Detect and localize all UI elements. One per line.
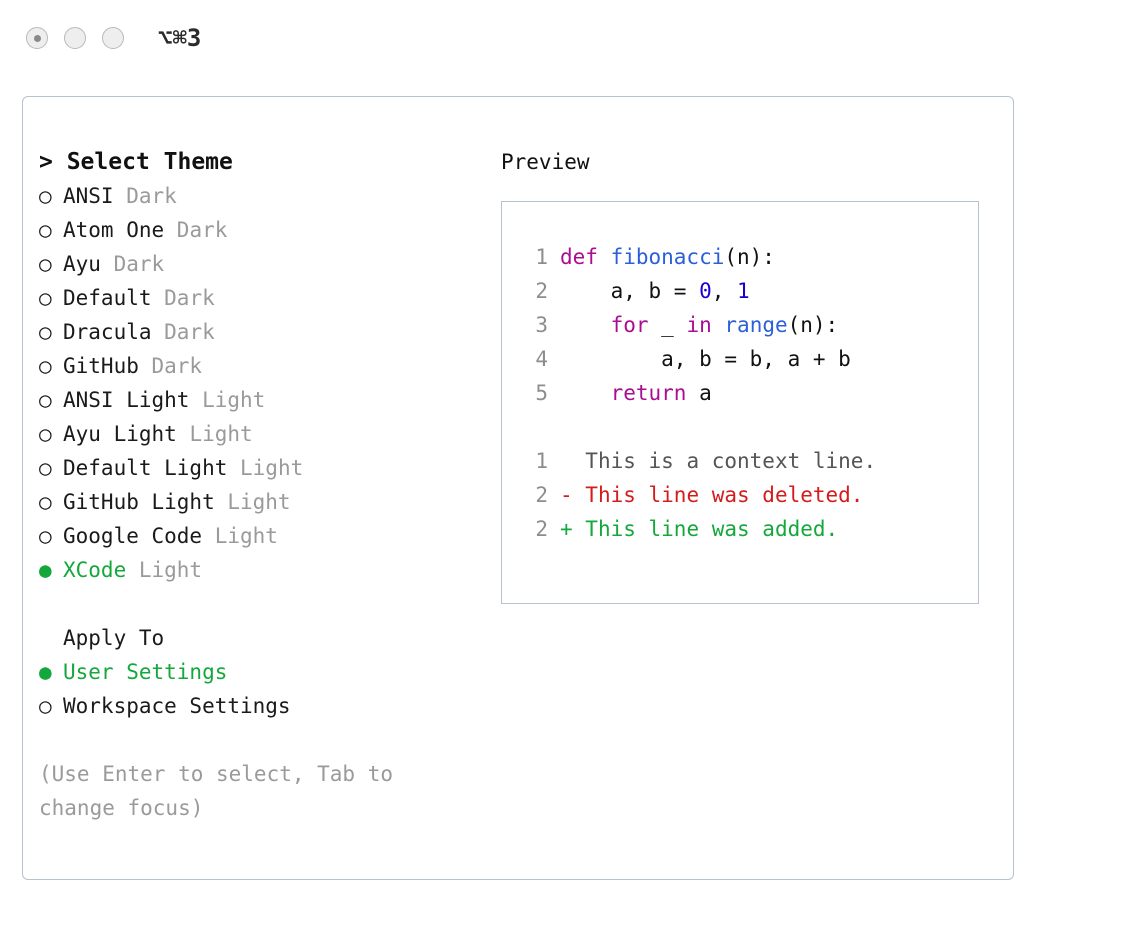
theme-option[interactable] [39, 383, 479, 417]
apply-to-option[interactable] [39, 655, 479, 689]
code-token: return [610, 381, 687, 405]
line-number: 2 [535, 483, 548, 507]
diff-sign: + [560, 517, 573, 541]
title-bar [0, 0, 1140, 76]
apply-to-option-label: User Settings [63, 660, 228, 684]
theme-option[interactable] [39, 485, 479, 519]
keyboard-hint: (Use Enter to select, Tab to change focus) [39, 762, 406, 820]
radio-unselected-icon: ○ [39, 388, 52, 412]
theme-option[interactable] [39, 349, 479, 383]
radio-unselected-icon: ○ [39, 218, 52, 242]
theme-option-label: Ayu [63, 252, 101, 276]
preview-column [501, 145, 1001, 604]
diff-sign: - [560, 483, 573, 507]
radio-unselected-icon: ○ [39, 490, 52, 514]
theme-option[interactable] [39, 247, 479, 281]
radio-unselected-icon: ○ [39, 422, 52, 446]
theme-option-label: ANSI Light [63, 388, 190, 412]
apply-to-heading: Apply To [63, 626, 165, 650]
theme-option-variant: Dark [151, 320, 215, 344]
radio-unselected-icon: ○ [39, 320, 52, 344]
prompt-caret: > [39, 149, 67, 175]
theme-option-variant: Dark [138, 354, 203, 378]
code-line [520, 240, 978, 274]
apply-to-option-label: Workspace Settings [63, 694, 291, 718]
code-token: 1 [737, 279, 750, 303]
theme-option[interactable] [39, 315, 479, 349]
theme-option[interactable] [39, 213, 479, 247]
radio-unselected-icon: ○ [39, 184, 52, 208]
theme-option-label: Dracula [63, 320, 152, 344]
theme-option-label: Default Light [63, 456, 228, 480]
code-token: for [610, 313, 649, 337]
diff-sign [560, 449, 573, 473]
line-number: 5 [535, 381, 548, 405]
diff-text: This is a context line. [572, 449, 877, 473]
theme-option-label: XCode [63, 558, 127, 582]
code-sample [520, 240, 978, 410]
radio-unselected-icon: ○ [39, 524, 52, 548]
theme-option-label: GitHub [63, 354, 139, 378]
theme-option-variant: Dark [113, 184, 177, 208]
window-maximize-dot[interactable] [102, 27, 124, 49]
theme-option-label: Ayu Light [63, 422, 177, 446]
theme-option[interactable] [39, 179, 479, 213]
page-title-text: Select Theme [66, 149, 233, 175]
page-title [39, 145, 479, 179]
theme-option-label: ANSI [63, 184, 114, 208]
code-token: a [686, 381, 712, 405]
code-token: def [560, 245, 611, 269]
code-token: (n): [724, 245, 775, 269]
code-token [560, 313, 611, 337]
code-token: in [686, 313, 712, 337]
line-number: 3 [535, 313, 548, 337]
theme-option-variant: Dark [164, 218, 228, 242]
theme-option[interactable] [39, 451, 479, 485]
code-token: 0 [699, 279, 712, 303]
diff-line [520, 512, 978, 546]
code-line [520, 342, 978, 376]
apply-to-list [39, 655, 479, 723]
radio-unselected-icon: ○ [39, 456, 52, 480]
window-close-dot[interactable] [26, 27, 48, 49]
radio-unselected-icon: ○ [39, 252, 52, 276]
line-number: 2 [535, 517, 548, 541]
line-number: 4 [535, 347, 548, 371]
theme-option-variant: Light [126, 558, 203, 582]
code-token: , [711, 279, 738, 303]
theme-option[interactable] [39, 417, 479, 451]
theme-option-variant: Dark [100, 252, 165, 276]
code-token [560, 381, 611, 405]
diff-text: This line was deleted. [572, 483, 864, 507]
theme-option-label: Default [63, 286, 152, 310]
code-token: _ [648, 313, 687, 337]
theme-option-variant: Light [227, 456, 304, 480]
code-token: (n): [787, 313, 839, 337]
code-line [520, 274, 978, 308]
line-number: 2 [535, 279, 548, 303]
theme-option-label: GitHub Light [63, 490, 215, 514]
theme-option-variant: Light [214, 490, 291, 514]
code-line [520, 376, 978, 410]
code-diff-spacer [520, 410, 978, 444]
radio-selected-icon: ● [39, 660, 52, 684]
theme-list [39, 179, 479, 587]
preview-label: Preview [501, 150, 590, 174]
code-token: range [724, 313, 788, 337]
theme-picker-panel [22, 96, 1014, 880]
list-spacer [39, 587, 479, 621]
window-minimize-dot[interactable] [64, 27, 86, 49]
theme-option-label: Google Code [63, 524, 203, 548]
diff-line [520, 444, 978, 478]
theme-option[interactable] [39, 519, 479, 553]
preview-box [501, 201, 979, 604]
theme-option-variant: Dark [151, 286, 215, 310]
line-number: 1 [535, 245, 548, 269]
diff-sample [520, 444, 978, 546]
radio-selected-icon: ● [39, 558, 52, 582]
radio-unselected-icon: ○ [39, 286, 52, 310]
theme-option[interactable] [39, 281, 479, 315]
theme-option-variant: Light [176, 422, 253, 446]
diff-line [520, 478, 978, 512]
code-token [712, 313, 725, 337]
radio-unselected-icon: ○ [39, 354, 52, 378]
radio-unselected-icon: ○ [39, 694, 52, 718]
code-token: a, b = b, a + b [560, 347, 851, 371]
theme-list-column [39, 145, 479, 825]
theme-option-variant: Light [202, 524, 278, 548]
diff-text: This line was added. [572, 517, 839, 541]
code-token: a, b = [560, 279, 700, 303]
theme-option-label: Atom One [63, 218, 165, 242]
code-token: fibonacci [610, 245, 725, 269]
apply-to-option[interactable] [39, 689, 479, 723]
line-number: 1 [535, 449, 548, 473]
theme-option-variant: Light [189, 388, 266, 412]
theme-option[interactable] [39, 553, 479, 587]
shortcut-label: ⌥⌘3 [158, 24, 202, 52]
code-line [520, 308, 978, 342]
